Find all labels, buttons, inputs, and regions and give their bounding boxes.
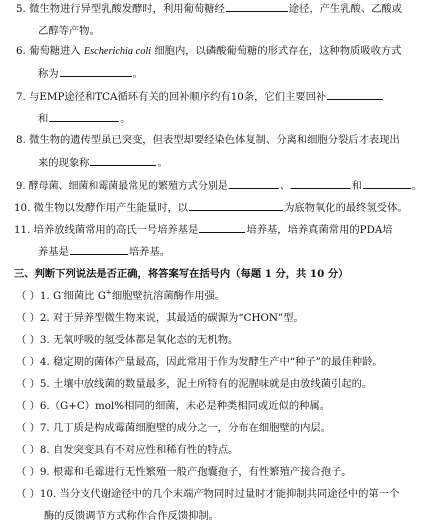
question-11-line2 xyxy=(38,244,170,259)
tf-item-7 xyxy=(16,421,331,435)
q6-blank[interactable] xyxy=(60,66,132,77)
question-6-line1 xyxy=(16,44,401,59)
q11-text-c: 养基是 xyxy=(38,246,69,258)
question-5-line2 xyxy=(38,24,100,38)
answer-parenthesis[interactable]: （ ） xyxy=(16,400,40,412)
q6-text-d: 。 xyxy=(132,68,143,80)
tf-item-9 xyxy=(16,465,352,479)
question-10-line1 xyxy=(14,200,408,215)
q5-text-b: 途径，产生乳酸、乙酸或 xyxy=(288,3,403,15)
tf-1-post: 细胞壁抗溶菌酶作用强。 xyxy=(111,290,226,302)
answer-parenthesis[interactable]: （ ） xyxy=(16,378,40,390)
tf-item-10-continuation xyxy=(44,509,219,523)
tf-1-sup-minus: - xyxy=(61,288,64,297)
q11-blank-2[interactable] xyxy=(70,244,128,255)
tf-item-10 xyxy=(16,487,399,501)
q11-blank-1[interactable] xyxy=(199,222,245,233)
question-6-line2 xyxy=(38,66,143,81)
q10-blank[interactable] xyxy=(189,200,283,211)
q9-blank-2[interactable] xyxy=(291,178,351,189)
q9-text-a: 9. 酵母菌、细菌和霉菌最常见的繁殖方式分别是 xyxy=(16,180,228,192)
question-11-line1 xyxy=(14,222,393,237)
q7-blank-1[interactable] xyxy=(327,89,383,100)
q7-text-c: 。 xyxy=(120,113,131,125)
tf-10-cont: 酶的反馈调节方式称作合作反馈抑制。 xyxy=(44,510,220,522)
answer-parenthesis[interactable]: （ ） xyxy=(16,466,40,478)
q7-text-b: 和 xyxy=(38,113,49,125)
tf-1-sup-plus: + xyxy=(105,288,112,297)
tf-item-5 xyxy=(16,377,372,391)
question-8-line1 xyxy=(16,133,400,147)
question-7-line1 xyxy=(16,89,384,104)
tf-item-2 xyxy=(16,311,304,325)
tf-8-text: 8. 自发突变具有不对应性和稀有性的特点。 xyxy=(39,444,239,456)
q8-text-b: 来的现象称 xyxy=(38,157,90,169)
tf-item-8 xyxy=(16,443,238,457)
q5-text-c: 乙醇等产物。 xyxy=(38,25,100,37)
answer-parenthesis[interactable]: （ ） xyxy=(16,444,40,456)
answer-parenthesis[interactable]: （ ） xyxy=(16,312,40,324)
answer-parenthesis[interactable]: （ ） xyxy=(16,356,40,368)
q6-text-c: 称为 xyxy=(38,68,59,80)
q9-blank-1[interactable] xyxy=(229,178,279,189)
tf-4-text: 4. 稳定期的菌体产量最高，因此常用于作为发酵生产中“种子”的最佳种龄。 xyxy=(39,356,383,368)
tf-1-pre: 1. G xyxy=(39,290,62,302)
section-title: 三、判断下列说法是否正确，将答案写在括号内（每题 1 分，共 10 分） xyxy=(14,268,349,280)
section-heading xyxy=(14,267,348,281)
q10-text-a: 10. 微生物以发酵作用产生能量时，以 xyxy=(14,202,189,214)
tf-9-text: 9. 根霉和毛霉进行无性繁殖一般产孢囊孢子，有性繁殖产接合孢子。 xyxy=(39,466,352,478)
tf-3-text: 3. 无氧呼吸的氢受体都是氧化态的无机物。 xyxy=(39,334,239,346)
tf-10-text: 10. 当分支代谢途径中的几个末端产物同时过量时才能抑制共同途径中的第一个 xyxy=(39,488,400,500)
q11-text-d: 培养基。 xyxy=(128,246,171,258)
q11-text-a: 11. 培养放线菌常用的高氏一号培养基是 xyxy=(14,224,199,236)
q9-sep-1: 、 xyxy=(279,180,290,192)
tf-item-4 xyxy=(16,355,383,369)
q6-organism: Escherichia coli xyxy=(83,46,152,57)
tf-2-text: 2. 对于异养型微生物来说，其最适的碳源为“CHON”型。 xyxy=(39,312,304,324)
q7-blank-2[interactable] xyxy=(49,111,119,122)
tf-item-6 xyxy=(16,399,330,413)
q11-text-b: 培养基，培养真菌常用的PDA培 xyxy=(246,224,393,236)
q9-sep-2: 和 xyxy=(351,180,362,192)
q8-text-c: 。 xyxy=(157,157,168,169)
q9-text-c: 。 xyxy=(411,180,422,192)
tf-7-text: 7. 几丁质是构成霉菌细胞壁的成分之一，分布在细胞壁的内层。 xyxy=(39,422,331,434)
tf-1-mid: 细菌比 G xyxy=(63,290,106,302)
question-8-line2 xyxy=(38,155,168,170)
question-7-line2 xyxy=(38,111,131,126)
q5-blank[interactable] xyxy=(226,1,288,12)
q8-blank[interactable] xyxy=(90,155,156,166)
question-9-line1 xyxy=(16,178,422,193)
q6-text-b: 细胞内，以磷酸葡萄糖的形式存在，这种物质吸收方式 xyxy=(154,45,402,57)
q10-text-b: 为底物氧化的最终氢受体。 xyxy=(284,202,408,214)
q8-text-a: 8. 微生物的遗传型虽已突变，但表型却要经染色体复制、分离和细胞分裂后才表现出 xyxy=(16,134,400,146)
q6-text-a: 6. 葡萄糖进入 xyxy=(16,45,81,57)
q9-blank-3[interactable] xyxy=(363,178,411,189)
tf-5-text: 5. 土壤中放线菌的数量最多，泥土所特有的泥腥味就是由放线菌引起的。 xyxy=(39,378,373,390)
tf-item-3 xyxy=(16,333,238,347)
q7-text-a: 7. 与EMP途径和TCA循环有关的回补顺序约有10条，它们主要回补 xyxy=(16,91,327,103)
tf-6-text: 6.（G+C）mol%相同的细菌，未必是种类相同或近似的种属。 xyxy=(39,400,331,412)
answer-parenthesis[interactable]: （ ） xyxy=(16,290,40,302)
answer-parenthesis[interactable]: （ ） xyxy=(16,488,40,500)
answer-parenthesis[interactable]: （ ） xyxy=(16,334,40,346)
answer-parenthesis[interactable]: （ ） xyxy=(16,422,40,434)
q5-text-a: 5. 微生物进行异型乳酸发酵时，利用葡萄糖经 xyxy=(16,3,225,15)
tf-item-1 xyxy=(16,289,225,303)
question-5-line1 xyxy=(16,1,402,16)
